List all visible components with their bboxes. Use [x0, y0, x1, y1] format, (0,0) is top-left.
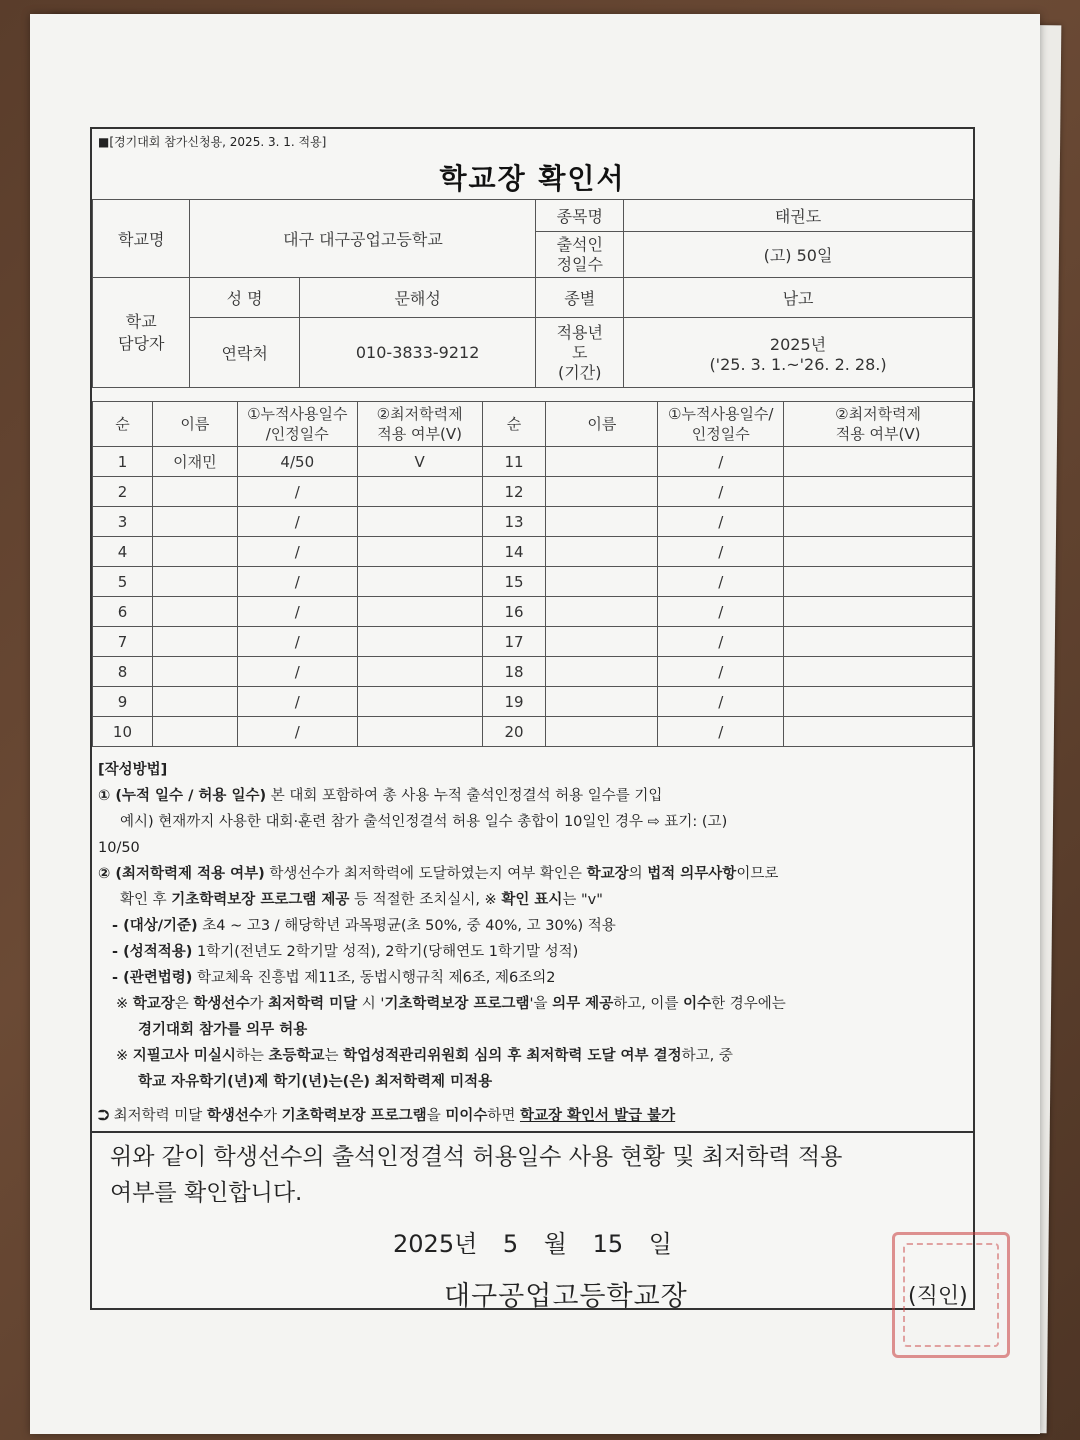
principal-confirmation-form [90, 127, 975, 1310]
table-row [93, 447, 973, 477]
roster-header-no: 순 [93, 402, 153, 447]
confirmation-statement [110, 1139, 959, 1211]
student-name [152, 597, 237, 627]
min-standard [357, 597, 482, 627]
min-standard-right [784, 717, 973, 747]
days-used-right: / [658, 537, 784, 567]
row-no: 8 [93, 657, 153, 687]
table-row [93, 537, 973, 567]
days-used-right: / [658, 567, 784, 597]
event-label: 종목명 [536, 200, 624, 232]
instructions-section [92, 753, 973, 1133]
row-no-right: 12 [482, 477, 546, 507]
roster-header-name-right: 이름 [546, 402, 658, 447]
table-row [93, 477, 973, 507]
instructions-heading: [작성방법] [98, 762, 168, 778]
form-usage-tag: ■[경기대회 참가신청용, 2025. 3. 1. 적용] [98, 135, 327, 149]
student-name-right [546, 687, 658, 717]
student-name-right [546, 477, 658, 507]
confirmation-line-2: 여부를 확인합니다. [110, 1180, 303, 1206]
final-warning: ⮊ 최저학력 미달 학생선수가 기초학력보장 프로그램을 미이수하면 학교장 확인서 발급 불가 [98, 1108, 676, 1124]
days-used-right: / [658, 477, 784, 507]
roster-header-min: ②최저학력제 적용 여부(V) [357, 402, 482, 447]
roster-header-days-right: ①누적사용일수/ 인정일수 [658, 402, 784, 447]
min-standard-right [784, 507, 973, 537]
roster-body [93, 447, 973, 747]
instruction-1-example-cont: 10/50 [98, 840, 140, 856]
row-no-right: 18 [482, 657, 546, 687]
student-name [152, 537, 237, 567]
row-no: 9 [93, 687, 153, 717]
red-seal-stamp-icon [892, 1232, 1010, 1358]
student-name [152, 567, 237, 597]
applied-year-period: ('25. 3. 1.~'26. 2. 28.) [709, 354, 887, 374]
roster-header-no-right: 순 [482, 402, 546, 447]
row-no: 10 [93, 717, 153, 747]
min-standard-right [784, 627, 973, 657]
principal-signature-line: 대구공업고등학교장 [444, 1281, 688, 1312]
days-used: / [237, 687, 357, 717]
min-standard [357, 567, 482, 597]
student-name: 이재민 [152, 447, 237, 477]
contact-label: 연락처 [190, 318, 299, 388]
row-no: 5 [93, 567, 153, 597]
table-row [93, 657, 973, 687]
student-name-right [546, 537, 658, 567]
table-row [93, 597, 973, 627]
instruction-1-example: 예시) 현재까지 사용한 대회·훈련 참가 출석인정결석 허용 일수 총합이 10일인 경우 ⇨ 표기: (고) [120, 814, 728, 830]
student-name-right [546, 447, 658, 477]
row-no-right: 15 [482, 567, 546, 597]
manager-name-label: 성 명 [190, 278, 299, 318]
school-name-value: 대구 대구공업고등학교 [190, 200, 536, 278]
table-row [93, 507, 973, 537]
days-used-right: / [658, 657, 784, 687]
days-used: / [237, 567, 357, 597]
days-used-right: / [658, 507, 784, 537]
days-used-right: / [658, 447, 784, 477]
min-standard: V [357, 447, 482, 477]
manager-name-value: 문해성 [299, 278, 536, 318]
student-name [152, 687, 237, 717]
student-roster-table [92, 401, 973, 747]
table-row [93, 627, 973, 657]
row-no-right: 14 [482, 537, 546, 567]
category-value: 남고 [624, 278, 973, 318]
days-used: / [237, 477, 357, 507]
min-standard [357, 627, 482, 657]
row-no: 1 [93, 447, 153, 477]
row-no: 7 [93, 627, 153, 657]
min-standard [357, 507, 482, 537]
days-used: / [237, 537, 357, 567]
row-no: 4 [93, 537, 153, 567]
table-row [93, 687, 973, 717]
detail-grades: - (성적적용) 1학기(전년도 2학기말 성적), 2학기(당해연도 1학기말 성적) [112, 944, 579, 960]
applied-year-value: 2025년 [769, 334, 827, 354]
row-no-right: 13 [482, 507, 546, 537]
note-2-line2: 학교 자유학기(년)제 학기(년)는(은) 최저학력제 미적용 [138, 1074, 493, 1090]
min-standard-right [784, 567, 973, 597]
official-seal-label: (직인) [908, 1284, 968, 1309]
student-name [152, 657, 237, 687]
student-name-right [546, 507, 658, 537]
student-name-right [546, 597, 658, 627]
min-standard-right [784, 657, 973, 687]
category-label: 종별 [536, 278, 624, 318]
event-value: 태권도 [624, 200, 973, 232]
document-title: 학교장 확인서 [439, 162, 626, 195]
min-standard-right [784, 687, 973, 717]
student-name [152, 507, 237, 537]
min-standard-right [784, 537, 973, 567]
days-used: / [237, 627, 357, 657]
student-name-right [546, 717, 658, 747]
min-standard [357, 537, 482, 567]
instruction-1: ① (누적 일수 / 허용 일수) 본 대회 포함하여 총 사용 누적 출석인정결석 허용 일수를 기입 [98, 788, 663, 804]
days-used-right: / [658, 597, 784, 627]
roster-header-min-right: ②최저학력제 적용 여부(V) [784, 402, 973, 447]
student-name [152, 627, 237, 657]
min-standard [357, 657, 482, 687]
instruction-2-line2: 확인 후 기초학력보장 프로그램 제공 등 적절한 조치실시, ※ 확인 표시는 "v" [120, 892, 603, 908]
confirmation-line-1: 위와 같이 학생선수의 출석인정결석 허용일수 사용 현황 및 최저학력 적용 [110, 1144, 843, 1170]
student-name-right [546, 657, 658, 687]
days-used: / [237, 507, 357, 537]
applied-year-label: 적용년 도 (기간) [536, 318, 624, 388]
instruction-2: ② (최저학력제 적용 여부) 학생선수가 최저학력에 도달하였는지 여부 확인은 학교장의 법적 의무사항이므로 [98, 866, 779, 882]
table-row [93, 567, 973, 597]
min-standard-right [784, 447, 973, 477]
row-no: 3 [93, 507, 153, 537]
attendance-days-value: (고) 50일 [624, 232, 973, 278]
detail-laws: - (관련법령) 학교체육 진흥법 제11조, 동법시행규칙 제6조, 제6조의2 [112, 970, 556, 986]
note-1: ※ 학교장은 학생선수가 최저학력 미달 시 '기초학력보장 프로그램'을 의무 제공하고, 이를 이수한 경우에는 [116, 996, 786, 1012]
row-no-right: 11 [482, 447, 546, 477]
roster-header-name: 이름 [152, 402, 237, 447]
row-no-right: 16 [482, 597, 546, 627]
applied-year-cell [624, 318, 973, 388]
school-info-table [92, 199, 973, 388]
row-no-right: 19 [482, 687, 546, 717]
detail-target: - (대상/기준) 초4 ~ 고3 / 해당학년 과목평균(초 50%, 중 40%, 고 30%) 적용 [112, 918, 616, 934]
min-standard [357, 687, 482, 717]
days-used: / [237, 657, 357, 687]
days-used: / [237, 717, 357, 747]
table-row [93, 717, 973, 747]
student-name [152, 717, 237, 747]
min-standard [357, 477, 482, 507]
student-name-right [546, 567, 658, 597]
days-used: 4/50 [237, 447, 357, 477]
arrow-box-icon: ⮊ [98, 1108, 110, 1124]
min-standard-right [784, 477, 973, 507]
row-no: 6 [93, 597, 153, 627]
days-used-right: / [658, 687, 784, 717]
note-1-line2: 경기대회 참가를 의무 허용 [138, 1022, 308, 1038]
roster-header-days: ①누적사용일수 /인정일수 [237, 402, 357, 447]
note-2: ※ 지필고사 미실시하는 초등학교는 학업성적관리위원회 심의 후 최저학력 도달 여부 결정하고, 중 [116, 1048, 733, 1064]
min-standard-right [784, 597, 973, 627]
school-name-label: 학교명 [93, 200, 190, 278]
days-used-right: / [658, 627, 784, 657]
attendance-days-label: 출석인 정일수 [536, 232, 624, 278]
days-used: / [237, 597, 357, 627]
student-name-right [546, 627, 658, 657]
row-no-right: 20 [482, 717, 546, 747]
student-name [152, 477, 237, 507]
row-no: 2 [93, 477, 153, 507]
contact-value: 010-3833-9212 [299, 318, 536, 388]
row-no-right: 17 [482, 627, 546, 657]
issue-date: 2025년 5 월 15 일 [393, 1230, 672, 1258]
days-used-right: / [658, 717, 784, 747]
section-divider [92, 1131, 973, 1133]
school-manager-label: 학교 담당자 [93, 278, 190, 388]
min-standard [357, 717, 482, 747]
